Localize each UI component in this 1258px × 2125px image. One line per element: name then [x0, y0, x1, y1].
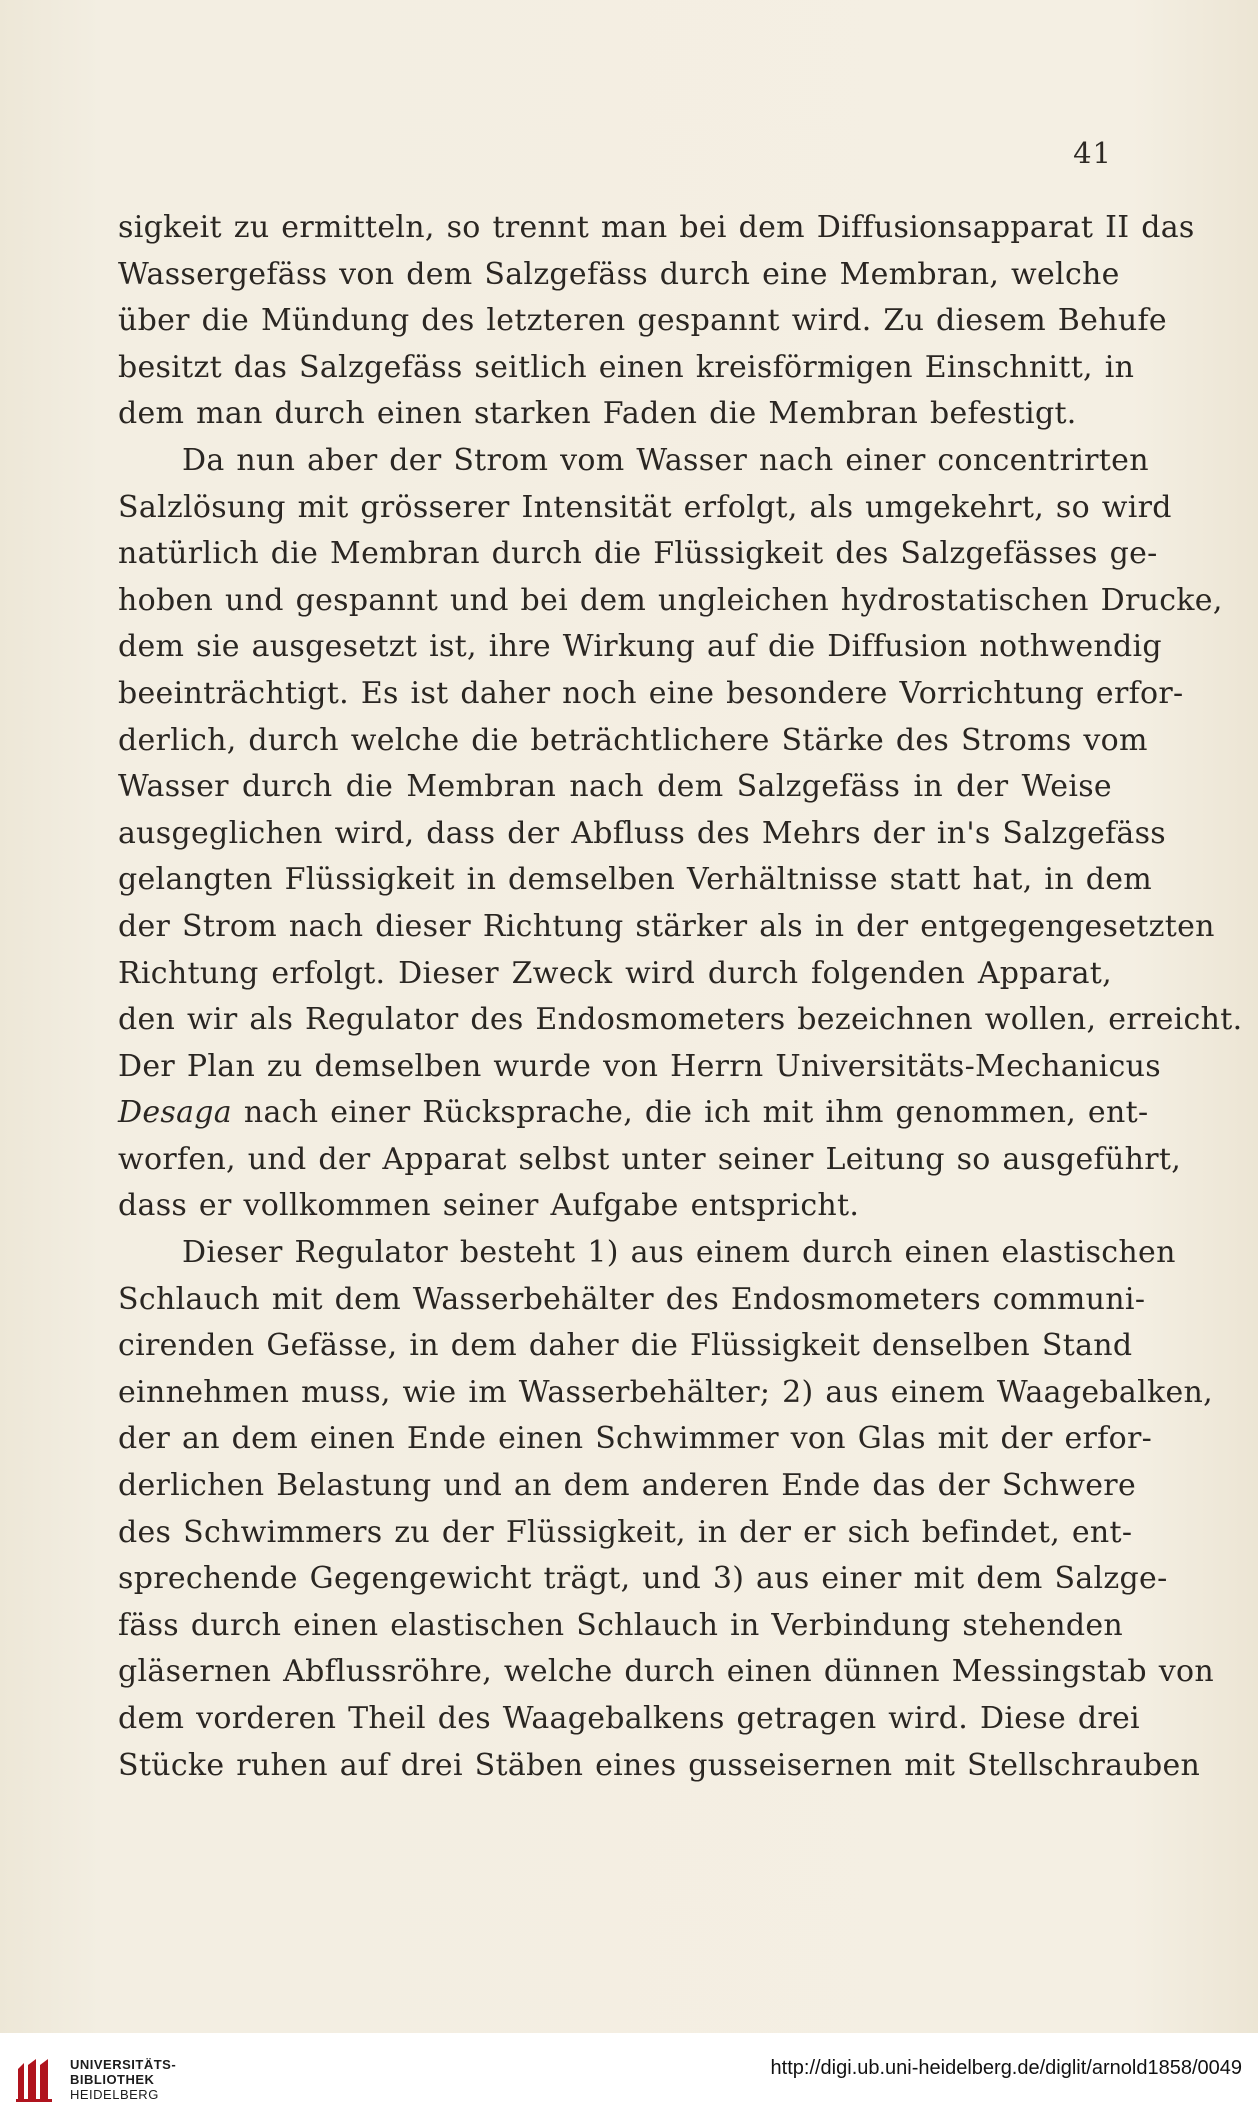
library-logo[interactable]: [14, 2043, 177, 2115]
permalink-url[interactable]: http://digi.ub.uni-heidelberg.de/diglit/arnold1858/0049: [770, 2057, 1242, 2079]
text-line: Stücke ruhen auf drei Stäben eines gusseisernen mit Stellschrauben: [118, 1747, 1201, 1783]
text-line: Der Plan zu demselben wurde von Herrn Universitäts-Mechanicus: [118, 1048, 1161, 1084]
text-line-with-name: [118, 1090, 1149, 1137]
text-line: Richtung erfolgt. Dieser Zweck wird durch folgenden Apparat,: [118, 955, 1112, 991]
text-line: cirenden Gefässe, in dem daher die Flüssigkeit denselben Stand: [118, 1328, 1133, 1364]
text-line: natürlich die Membran durch die Flüssigkeit des Salzgefässes ge-: [118, 536, 1158, 572]
text-line: beeinträchtigt. Es ist daher noch eine besondere Vorrichtung erfor-: [118, 675, 1184, 711]
text-line: derlich, durch welche die beträchtlichere Stärke des Stroms vom: [118, 722, 1148, 758]
text-line: dem vorderen Theil des Waagebalkens getragen wird. Diese drei: [118, 1701, 1140, 1736]
italic-name: Desaga: [118, 1095, 232, 1131]
library-name: [70, 2057, 176, 2102]
text-line-rest: nach einer Rücksprache, die ich mit ihm genommen, ent-: [243, 1095, 1149, 1131]
text-line: worfen, und der Apparat selbst unter seiner Leitung so ausgeführt,: [118, 1141, 1182, 1177]
footer-bar: [0, 2033, 1258, 2125]
text-line: den wir als Regulator des Endosmometers bezeichnen wollen, erreicht.: [118, 1002, 1243, 1038]
text-line: einnehmen muss, wie im Wasserbehälter; 2) aus einem Waagebalken,: [118, 1374, 1213, 1410]
text-line: der an dem einen Ende einen Schwimmer von Glas mit der erfor-: [118, 1421, 1153, 1457]
text-line: Dieser Regulator besteht 1) aus einem durch einen elastischen: [182, 1235, 1176, 1271]
text-line: sprechende Gegengewicht trägt, und 3) aus einer mit dem Salzge-: [118, 1561, 1168, 1597]
text-line: dass er vollkommen seiner Aufgabe entspricht.: [118, 1188, 860, 1224]
logo-line: HEIDELBERG: [70, 2087, 159, 2102]
logo-line: BIBLIOTHEK: [70, 2072, 155, 2087]
text-line: gläsernen Abflussröhre, welche durch einen dünnen Messingstab von: [118, 1654, 1214, 1690]
text-line: besitzt das Salzgefäss seitlich einen kreisförmigen Einschnitt, in: [118, 349, 1135, 385]
logo-line: UNIVERSITÄTS-: [70, 2057, 177, 2072]
page-number: 41: [1073, 136, 1112, 170]
text-line: dem sie ausgesetzt ist, ihre Wirkung auf die Diffusion nothwendig: [118, 629, 1162, 665]
text-line: der Strom nach dieser Richtung stärker als in der entgegengesetzten: [118, 908, 1215, 944]
text-line: über die Mündung des letzteren gespannt wird. Zu diesem Behufe: [118, 303, 1167, 339]
text-line: sigkeit zu ermitteln, so trennt man bei dem Diffusionsapparat II das: [118, 210, 1195, 245]
library-seal-icon: [14, 2055, 56, 2103]
body-text: [118, 205, 1243, 1789]
text-line: Salzlösung mit grösserer Intensität erfolgt, als umgekehrt, so wird: [118, 489, 1172, 525]
text-line: Wassergefäss von dem Salzgefäss durch eine Membran, welche: [118, 256, 1120, 292]
text-line: des Schwimmers zu der Flüssigkeit, in der er sich befindet, ent-: [118, 1514, 1133, 1550]
text-line: hoben und gespannt und bei dem ungleichen hydrostatischen Drucke,: [118, 582, 1223, 618]
text-line: dem man durch einen starken Faden die Membran befestigt.: [118, 396, 1077, 432]
text-line: gelangten Flüssigkeit in demselben Verhältnisse statt hat, in dem: [118, 862, 1153, 898]
text-line: Wasser durch die Membran nach dem Salzgefäss in der Weise: [118, 769, 1112, 805]
text-line: derlichen Belastung und an dem anderen Ende das der Schwere: [118, 1468, 1136, 1504]
text-line: Da nun aber der Strom vom Wasser nach einer concentrirten: [182, 442, 1149, 478]
text-line: Schlauch mit dem Wasserbehälter des Endosmometers communi-: [118, 1281, 1146, 1317]
text-line: fäss durch einen elastischen Schlauch in Verbindung stehenden: [118, 1607, 1124, 1643]
text-line: ausgeglichen wird, dass der Abfluss des Mehrs der in's Salzgefäss: [118, 815, 1167, 851]
